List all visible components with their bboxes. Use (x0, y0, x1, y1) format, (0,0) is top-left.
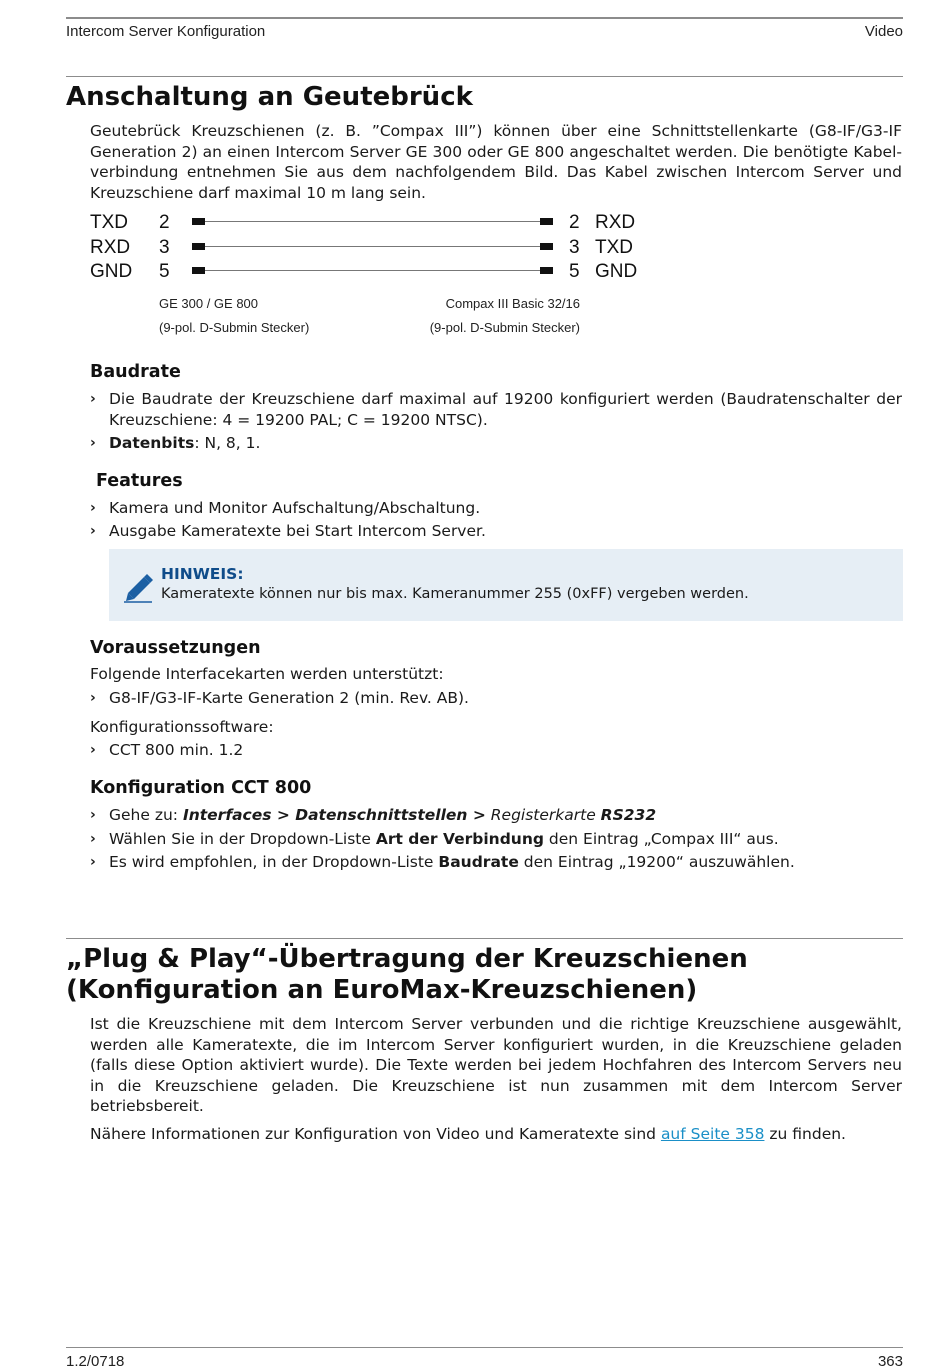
requirements-heading: Voraussetzungen (90, 638, 261, 658)
software-label: Konfigurationssoftware: (90, 718, 274, 736)
section-title: Anschaltung an Geutebrück (66, 82, 473, 112)
chevron-right-icon: › (90, 742, 96, 758)
left-pin: 2 (159, 212, 170, 233)
list-item-text: G8-IF/G3-IF-Karte Generation 2 (min. Rev. AB). (109, 689, 469, 707)
list-item-text: Die Baudrate der Kreuzschiene darf maximal auf 19200 konfiguriert werden (Baudratenschalter der (109, 390, 902, 408)
chevron-right-icon: › (90, 391, 96, 407)
chevron-right-icon: › (90, 690, 96, 706)
left-connector-caption: (9-pol. D-Submin Stecker) (159, 320, 310, 335)
reference-text: Nähere Informationen zur Konfiguration von Video und Kameratexte sind (90, 1125, 661, 1143)
paragraph-line: (falls diese Option aktiviert wurde). Die Texte werden bei jedem Hochfahren des Intercom Servers neu (90, 1056, 902, 1074)
list-item-text: Ausgabe Kameratexte bei Start Intercom Server. (109, 522, 486, 540)
connector-plug (192, 243, 205, 250)
plug-play-paragraph (90, 1014, 902, 1117)
note-box (109, 549, 903, 621)
connector-plug (540, 267, 553, 274)
header-rule (66, 17, 903, 19)
left-signal: GND (90, 261, 133, 282)
list-item (90, 433, 902, 454)
pencil-icon (122, 569, 154, 603)
list-item (90, 805, 902, 826)
section-rule (66, 938, 903, 939)
right-signal: GND (595, 261, 638, 282)
menu-path: Interfaces > Datenschnittstellen > (182, 806, 486, 824)
connector-plug (192, 218, 205, 225)
paragraph-line: in die Kreuzschiene geladen. Die Kreuzschiene ist nun zusammen mit dem Intercom Server (90, 1076, 902, 1095)
config-heading: Konfiguration CCT 800 (90, 778, 312, 798)
list-item (90, 740, 902, 761)
right-device-caption: Compax III Basic 32/16 (445, 296, 580, 311)
list-item-bold: Datenbits (109, 434, 195, 452)
section-title-line: (Konfiguration an EuroMax-Kreuzschienen) (66, 975, 698, 1005)
tab-name: RS232 (600, 806, 657, 824)
right-pin: 3 (569, 237, 580, 258)
list-item-text: Kreuzschiene: 4 = 19200 PAL; C = 19200 NTSC). (109, 410, 488, 429)
requirements-intro: Folgende Interfacekarten werden unterstützt: (90, 665, 444, 683)
intro-line: Kreuzschiene darf maximal 10 m lang sein. (90, 183, 426, 202)
right-pin: 2 (569, 212, 580, 233)
connector-plug (192, 267, 205, 274)
right-connector-caption: (9-pol. D-Submin Stecker) (429, 320, 580, 335)
field-name: Art der Verbindung (375, 830, 544, 848)
page-number: 363 (877, 1353, 903, 1370)
connector-plug (540, 218, 553, 225)
chevron-right-icon: › (90, 435, 96, 451)
header-title: Intercom Server Konfiguration (66, 23, 266, 40)
step-text: Es wird empfohlen, in der Dropdown-Liste (109, 853, 439, 871)
note-text: Kameratexte können nur bis max. Kameranummer 255 (0xFF) vergeben werden. (161, 586, 749, 602)
wire-connection (192, 218, 553, 226)
list-item-text: Kamera und Monitor Aufschaltung/Abschaltung. (109, 499, 481, 517)
left-device-caption: GE 300 / GE 800 (159, 296, 259, 311)
footer-version: 1.2/0718 (66, 1353, 125, 1370)
section-title (66, 944, 748, 1006)
left-pin: 5 (159, 261, 170, 282)
right-signal: RXD (595, 212, 636, 233)
chevron-right-icon: › (90, 807, 96, 823)
intro-line: Geutebrück Kreuzschienen (z. B. ”Compax III”) können über eine Schnittstellenkarte (G8-IF/G3-IF (90, 122, 902, 140)
step-text: Wählen Sie in der Dropdown-Liste (109, 830, 376, 848)
list-item (90, 688, 902, 709)
chevron-right-icon: › (90, 523, 96, 539)
right-pin: 5 (569, 261, 580, 282)
list-item (90, 389, 902, 430)
intro-line: verbindung entnehmen Sie aus dem nachfolgendem Bild. Das Kabel zwischen Intercom Server und (90, 163, 902, 181)
list-item-text: CCT 800 min. 1.2 (109, 741, 244, 759)
list-item (90, 852, 902, 873)
intro-paragraph (90, 121, 902, 203)
reference-paragraph (90, 1124, 902, 1145)
connector-plug (540, 243, 553, 250)
list-item (90, 829, 902, 850)
wire-connection (192, 267, 553, 275)
paragraph-line: betriebsbereit. (90, 1097, 204, 1115)
list-item (90, 498, 902, 519)
list-item (90, 521, 902, 542)
baudrate-heading: Baudrate (90, 362, 181, 382)
step-text: Gehe zu: (109, 806, 183, 824)
chevron-right-icon: › (90, 854, 96, 870)
wire-connection (192, 243, 553, 251)
chevron-right-icon: › (90, 831, 96, 847)
paragraph-line: werden alle Kameratexte, die im Intercom Server konfiguriert wurden, in die Kreuzschiene geladen (90, 1035, 902, 1054)
reference-text: zu finden. (764, 1125, 846, 1143)
paragraph-line: Ist die Kreuzschiene mit dem Intercom Server verbunden und die richtige Kreuzschiene ausgewählt, (90, 1015, 902, 1033)
note-title: HINWEIS: (161, 565, 244, 583)
step-text: den Eintrag „19200“ auszuwählen. (518, 853, 795, 871)
step-text: Registerkarte (485, 806, 601, 824)
left-signal: RXD (90, 237, 131, 258)
left-pin: 3 (159, 237, 170, 258)
list-item-text: : N, 8, 1. (194, 434, 261, 452)
intro-line: Generation 2) an einen Intercom Server GE 300 oder GE 800 angeschaltet werden. Die benötigte Kabel- (90, 142, 902, 161)
header-section: Video (864, 23, 903, 40)
field-name: Baudrate (438, 853, 519, 871)
chevron-right-icon: › (90, 500, 96, 516)
section-title-line: „Plug & Play“-Übertragung der Kreuzschienen (66, 944, 748, 974)
footer-rule (66, 1347, 903, 1348)
right-signal: TXD (595, 237, 633, 258)
page-reference-link[interactable]: auf Seite 358 (660, 1125, 765, 1143)
features-heading: Features (96, 471, 183, 491)
section-rule (66, 76, 903, 77)
left-signal: TXD (90, 212, 128, 233)
step-text: den Eintrag „Compax III“ aus. (543, 830, 779, 848)
